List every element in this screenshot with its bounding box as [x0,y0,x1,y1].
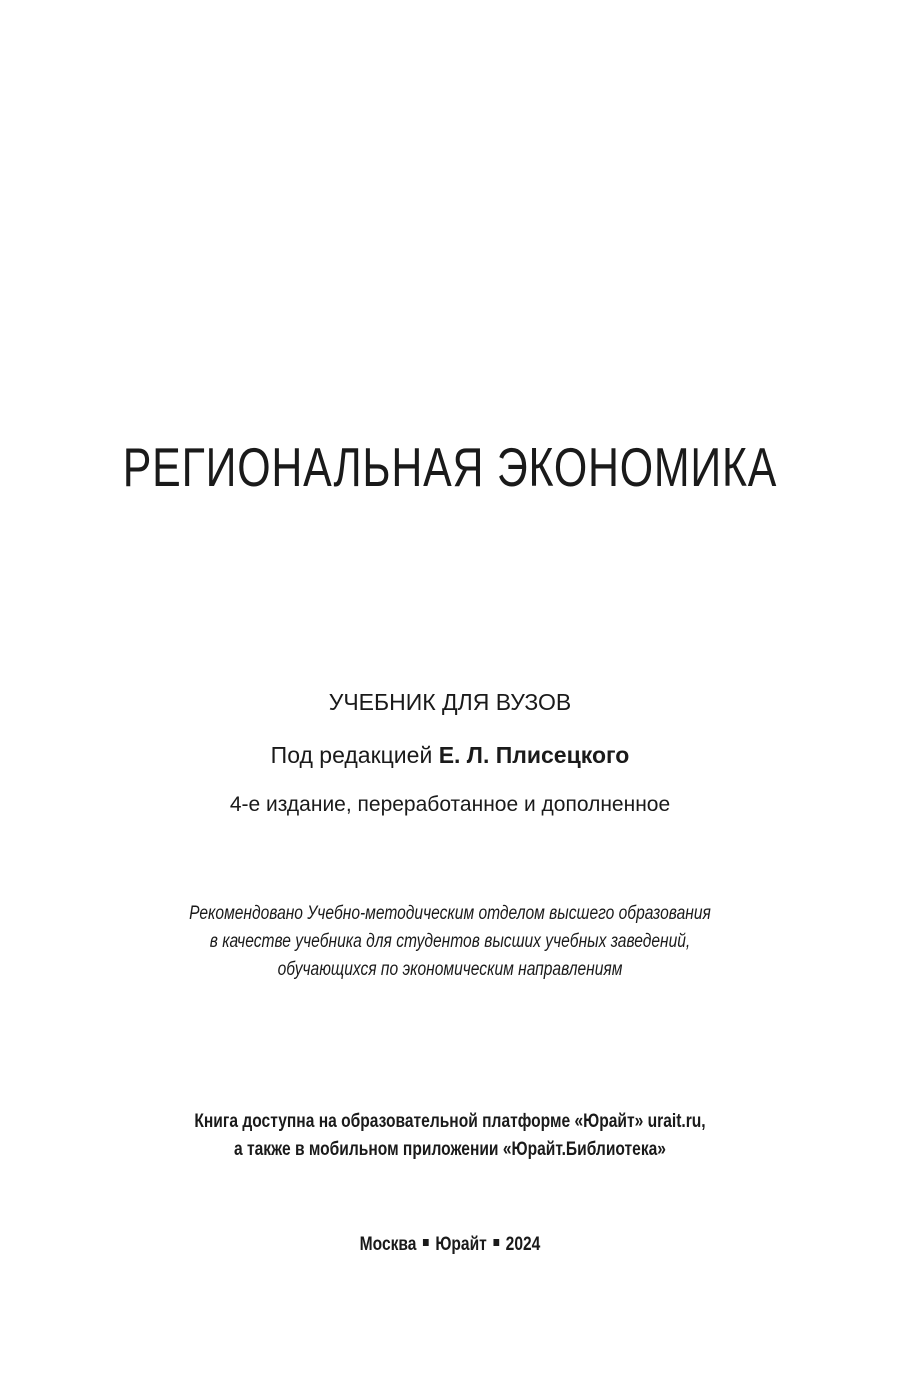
platform-note-line-2: а также в мобильном приложении «Юрайт.Библиотека» [234,1139,666,1160]
square-bullet-icon [423,1239,429,1246]
book-type: УЧЕБНИК ДЛЯ ВУЗОВ [328,689,572,715]
editor-name: Е. Л. Плисецкого [438,742,630,768]
imprint-year: 2024 [505,1234,541,1255]
platform-note [81,1108,819,1164]
imprint-publisher: Юрайт [435,1234,487,1255]
platform-note-line-1: Книга доступна на образовательной платформе «Юрайт» urait.ru, [194,1111,706,1132]
recommendation-line-1: Рекомендовано Учебно-методическим отделом высшего образования [189,903,711,924]
editor-prefix: Под редакцией [270,742,433,768]
imprint-city: Москва [359,1234,417,1255]
imprint [81,1231,819,1259]
editor-line [0,739,900,771]
recommendation-line-2: в качестве учебника для студентов высших учебных заведений, [209,931,691,952]
book-title: РЕГИОНАЛЬНАЯ ЭКОНОМИКА [122,436,778,498]
recommendation-block [81,900,819,984]
recommendation-line-3: обучающихся по экономическим направлениям [277,959,623,980]
square-bullet-icon [493,1239,499,1246]
edition-info: 4-е издание, переработанное и дополненное [229,793,671,816]
